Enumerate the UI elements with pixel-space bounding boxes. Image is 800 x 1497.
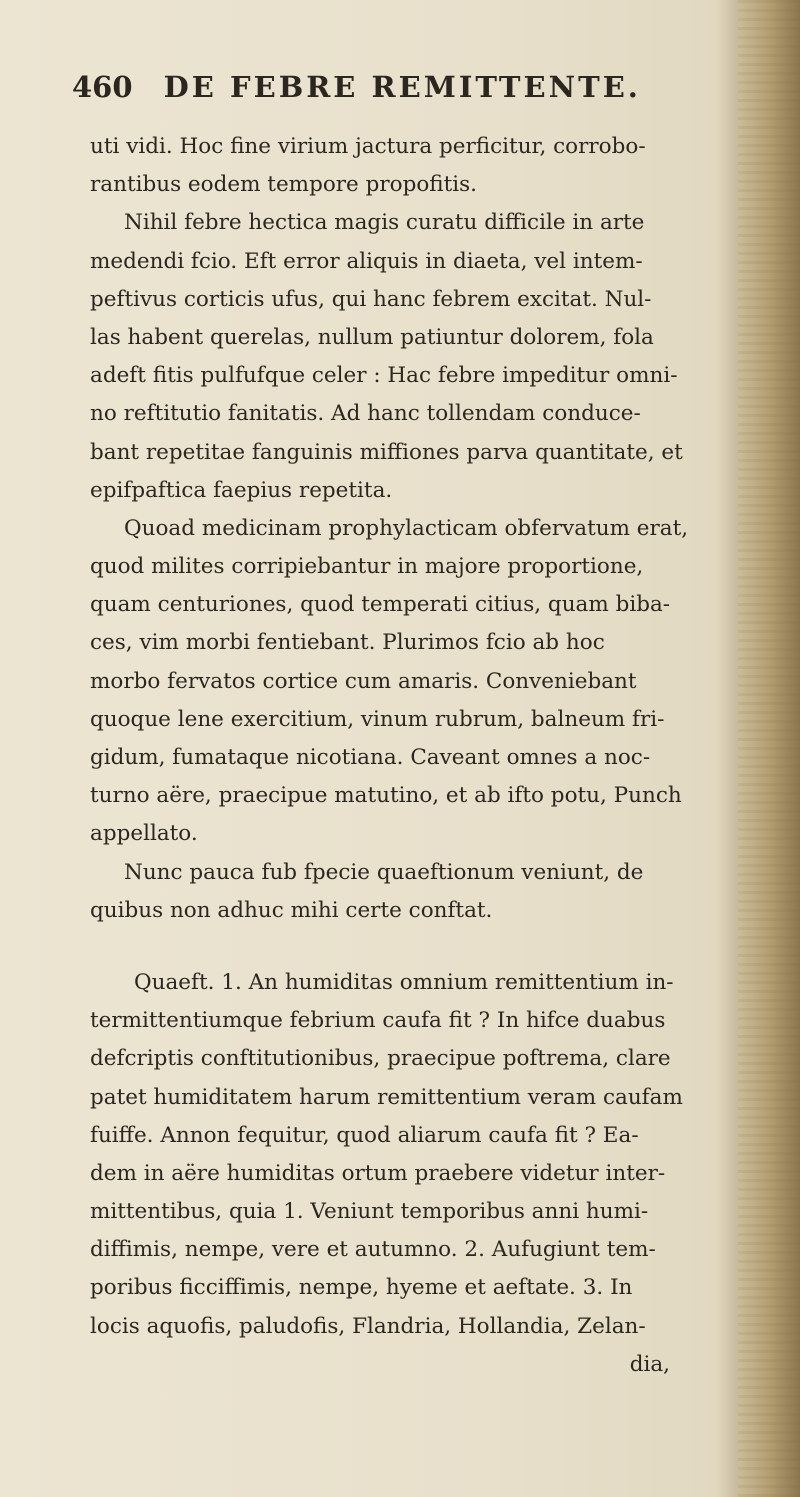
- text-line: turno aëre, praecipue matutino, et ab ifto potu, Punch: [90, 783, 682, 809]
- text-line: mittentibus, quia 1. Veniunt temporibus anni humi-: [90, 1199, 649, 1225]
- running-header: [72, 70, 712, 114]
- running-title: DE FEBRE REMITTENTE.: [163, 70, 641, 104]
- body-text: [90, 128, 710, 1384]
- text-line: termittentiumque febrium caufa fit ? In hifce duabus: [90, 1008, 666, 1034]
- text-line: patet humiditatem harum remittentium veram caufam: [90, 1084, 683, 1110]
- text-line: morbo fervatos cortice cum amaris. Conveniebant: [90, 668, 637, 694]
- gutter-shadow: [718, 0, 738, 1497]
- text-line: quibus non adhuc mihi certe conftat.: [90, 897, 493, 923]
- text-line: uti vidi. Hoc fine virium jactura perficitur, corrobo-: [90, 134, 646, 159]
- text-line: Quoad medicinam prophylacticam obfervatum erat,: [124, 515, 689, 541]
- paragraph-gap: [90, 930, 710, 964]
- text-line: gidum, fumataque nicotiana. Caveant omnes a noc-: [90, 745, 651, 770]
- text-line: appellato.: [90, 821, 198, 847]
- text-line: ces, vim morbi fentiebant. Plurimos fcio ab hoc: [90, 630, 605, 656]
- text-line: defcriptis conftitutionibus, praecipue poftrema, clare: [90, 1046, 671, 1072]
- text-line: diffimis, nempe, vere et autumno. 2. Aufugiunt tem-: [90, 1237, 656, 1263]
- text-line: epifpaftica faepius repetita.: [90, 477, 393, 503]
- text-line: las habent querelas, nullum patiuntur dolorem, fola: [90, 324, 654, 350]
- text-line: adeft fitis pulfufque celer : Hac febre impeditur omni-: [90, 363, 678, 389]
- text-line: bant repetitae fanguinis miffiones parva quantitate, et: [90, 439, 683, 465]
- text-line: Quaeft. 1. An humiditas omnium remittentium in-: [134, 969, 674, 995]
- page-edge: [738, 0, 800, 1497]
- text-line: fuiffe. Annon fequitur, quod aliarum caufa fit ? Ea-: [90, 1122, 639, 1148]
- text-line: quam centuriones, quod temperati citius, quam biba-: [90, 592, 671, 618]
- text-line: poribus ficciffimis, nempe, hyeme et aeftate. 3. In: [90, 1275, 633, 1301]
- text-line: medendi fcio. Eft error aliquis in diaeta, vel intem-: [90, 248, 643, 274]
- text-line: peftivus corticis ufus, qui hanc febrem excitat. Nul-: [90, 286, 652, 312]
- text-line: quoque lene exercitium, vinum rubrum, balneum fri-: [90, 706, 665, 732]
- text-line: quod milites corripiebantur in majore proportione,: [90, 554, 644, 580]
- text-line: dem in aëre humiditas ortum praebere videtur inter-: [90, 1160, 666, 1186]
- catchword: dia,: [629, 1351, 670, 1377]
- text-line: Nunc pauca fub fpecie quaeftionum veniunt, de: [124, 859, 644, 885]
- text-line: no reftitutio fanitatis. Ad hanc tollendam conduce-: [90, 401, 641, 427]
- text-line: Nihil febre hectica magis curatu difficile in arte: [124, 210, 645, 236]
- page-number: 460: [72, 70, 133, 104]
- text-line: locis aquofis, paludofis, Flandria, Hollandia, Zelan-: [90, 1313, 646, 1339]
- text-line: rantibus eodem tempore propofitis.: [90, 172, 478, 198]
